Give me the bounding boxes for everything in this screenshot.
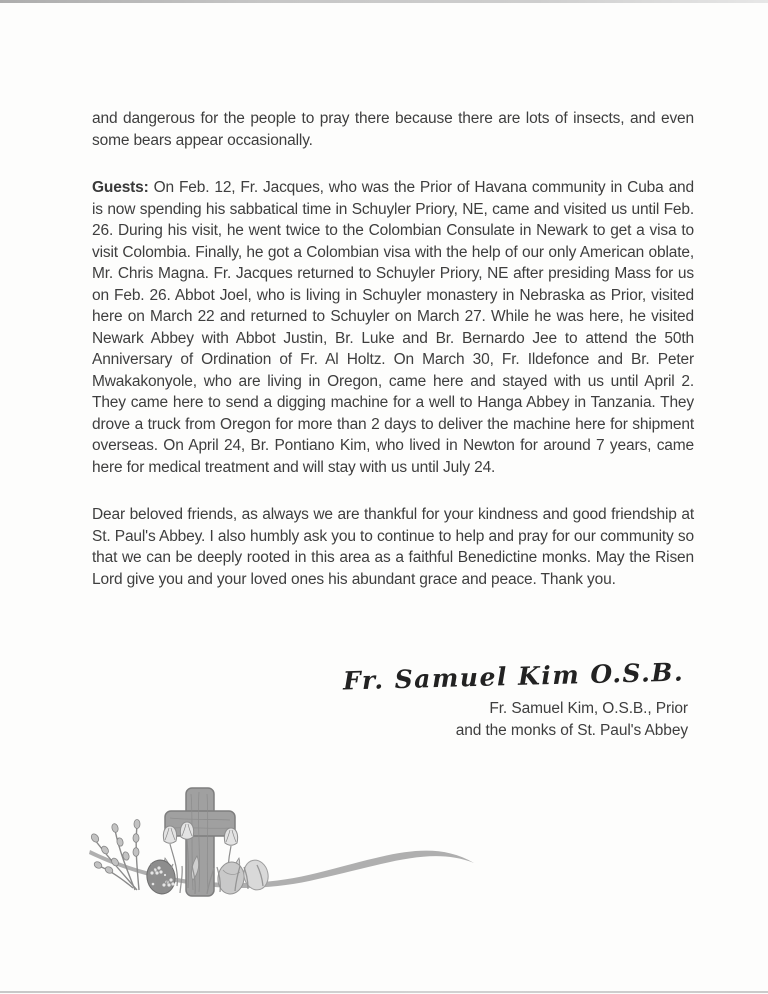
signature-name: Fr. Samuel Kim, O.S.B., Prior	[489, 700, 688, 717]
signature-block	[342, 657, 688, 742]
paragraph-closing: Dear beloved friends, as always we are thankful for your kindness and good friendship at St. Paul's Abbey. I also humbly ask you to continue to help and pray for our community so that we can be deeply rooted in this area as a faithful Benedictine monks. May the Risen Lord give you and your loved ones his abundant grace and peace. Thank you.	[92, 506, 694, 588]
letter-body	[92, 108, 694, 616]
guests-text: On Feb. 12, Fr. Jacques, who was the Prior of Havana community in Cuba and is now spending his sabbatical time in Schuyler Priory, NE, came and visited us until Feb. 26. During his visit, he went twice to the Colombian Consulate in Newark to get a visa to visit Colombia. Finally, he got a Colombian visa with the help of our only American oblate, Mr. Chris Magna. Fr. Jacques returned to Schuyler Priory, NE after presiding Mass for us on Feb. 26. Abbot Joel, who is living in Schuyler monastery in Nebraska as Prior, visited here on March 22 and returned to Schuyler on March 27. While he was here, he visited Newark Abbey with Abbot Justin, Br. Luke and Br. Bernardo Jee to attend the 50th Anniversary of Ordination of Fr. Al Holtz. On March 30, Fr. Ildefonce and Br. Peter Mwakakonyole, who are living in Oregon, came here and stayed with us until April 2. They came here to send a digging machine for a well to Hanga Abbey in Tanzania. They drove a truck from Oregon for more than 2 days to deliver the machine here for shipment overseas. On April 24, Br. Pontiano Kim, who lived in Newton for around 7 years, came here for medical treatment and will stay with us until July 24.	[92, 179, 694, 476]
guests-label: Guests:	[92, 179, 149, 196]
easter-cross-svg	[85, 778, 485, 918]
paragraph-intro: and dangerous for the people to pray there because there are lots of insects, and even some bears appear occasionally.	[92, 110, 694, 149]
scan-edge-top	[0, 0, 768, 3]
easter-cross-illustration	[85, 778, 485, 918]
scan-edge-bottom	[0, 991, 768, 993]
handwritten-signature: Fr. Samuel Kim O.S.B.	[342, 657, 685, 696]
signature-organization: and the monks of St. Paul's Abbey	[455, 722, 688, 739]
ribbon-swoosh-icon	[89, 850, 474, 888]
paragraph-guests	[92, 177, 694, 478]
